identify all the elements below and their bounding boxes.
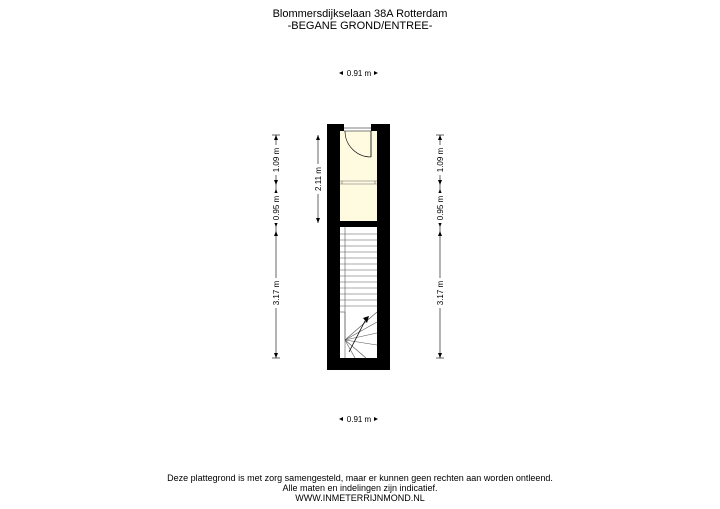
bottom-width-dimension — [339, 415, 378, 424]
left-dimension-3: 3.17 m — [272, 280, 281, 306]
arrow-right-icon — [374, 417, 378, 421]
indicative-note: Alle maten en indelingen zijn indicatief. — [282, 483, 438, 493]
website-link[interactable]: WWW.INMETERRIJNMOND.NL — [295, 493, 425, 503]
plan-floor-title: -BEGANE GROND/ENTREE- — [287, 20, 433, 32]
inner-height-dimension — [313, 135, 323, 223]
arrow-left-icon — [339, 417, 343, 421]
right-dimension-line — [435, 135, 445, 358]
inner-height-label: 2.11 m — [314, 167, 323, 191]
bottom-width-label: 0.91 m — [346, 415, 372, 424]
left-dimension-line — [271, 135, 281, 358]
top-width-dimension — [339, 69, 378, 78]
wall-left — [327, 124, 340, 370]
right-dimension-1: 1.09 m — [436, 147, 445, 173]
plan-address-title: Blommersdijkselaan 38A Rotterdam — [272, 8, 448, 20]
wall-top-left — [327, 124, 344, 131]
disclaimer-text: Deze plattegrond is met zorg samengesteld, maar er kunnen geen rechten aan worden ontleend. — [167, 473, 553, 483]
entree-room — [340, 131, 377, 221]
left-dimension-2: 0.95 m — [272, 195, 281, 221]
wall-right — [377, 124, 390, 370]
wall-bottom — [327, 358, 390, 370]
left-dimension-1: 1.09 m — [272, 147, 281, 173]
wall-middle — [340, 221, 377, 227]
arrow-left-icon — [339, 71, 343, 75]
wall-top-right — [371, 124, 390, 131]
arrow-right-icon — [374, 71, 378, 75]
right-dimension-2: 0.95 m — [436, 195, 445, 221]
right-dimension-3: 3.17 m — [436, 280, 445, 306]
top-width-label: 0.91 m — [346, 69, 372, 78]
staircase — [340, 227, 377, 358]
